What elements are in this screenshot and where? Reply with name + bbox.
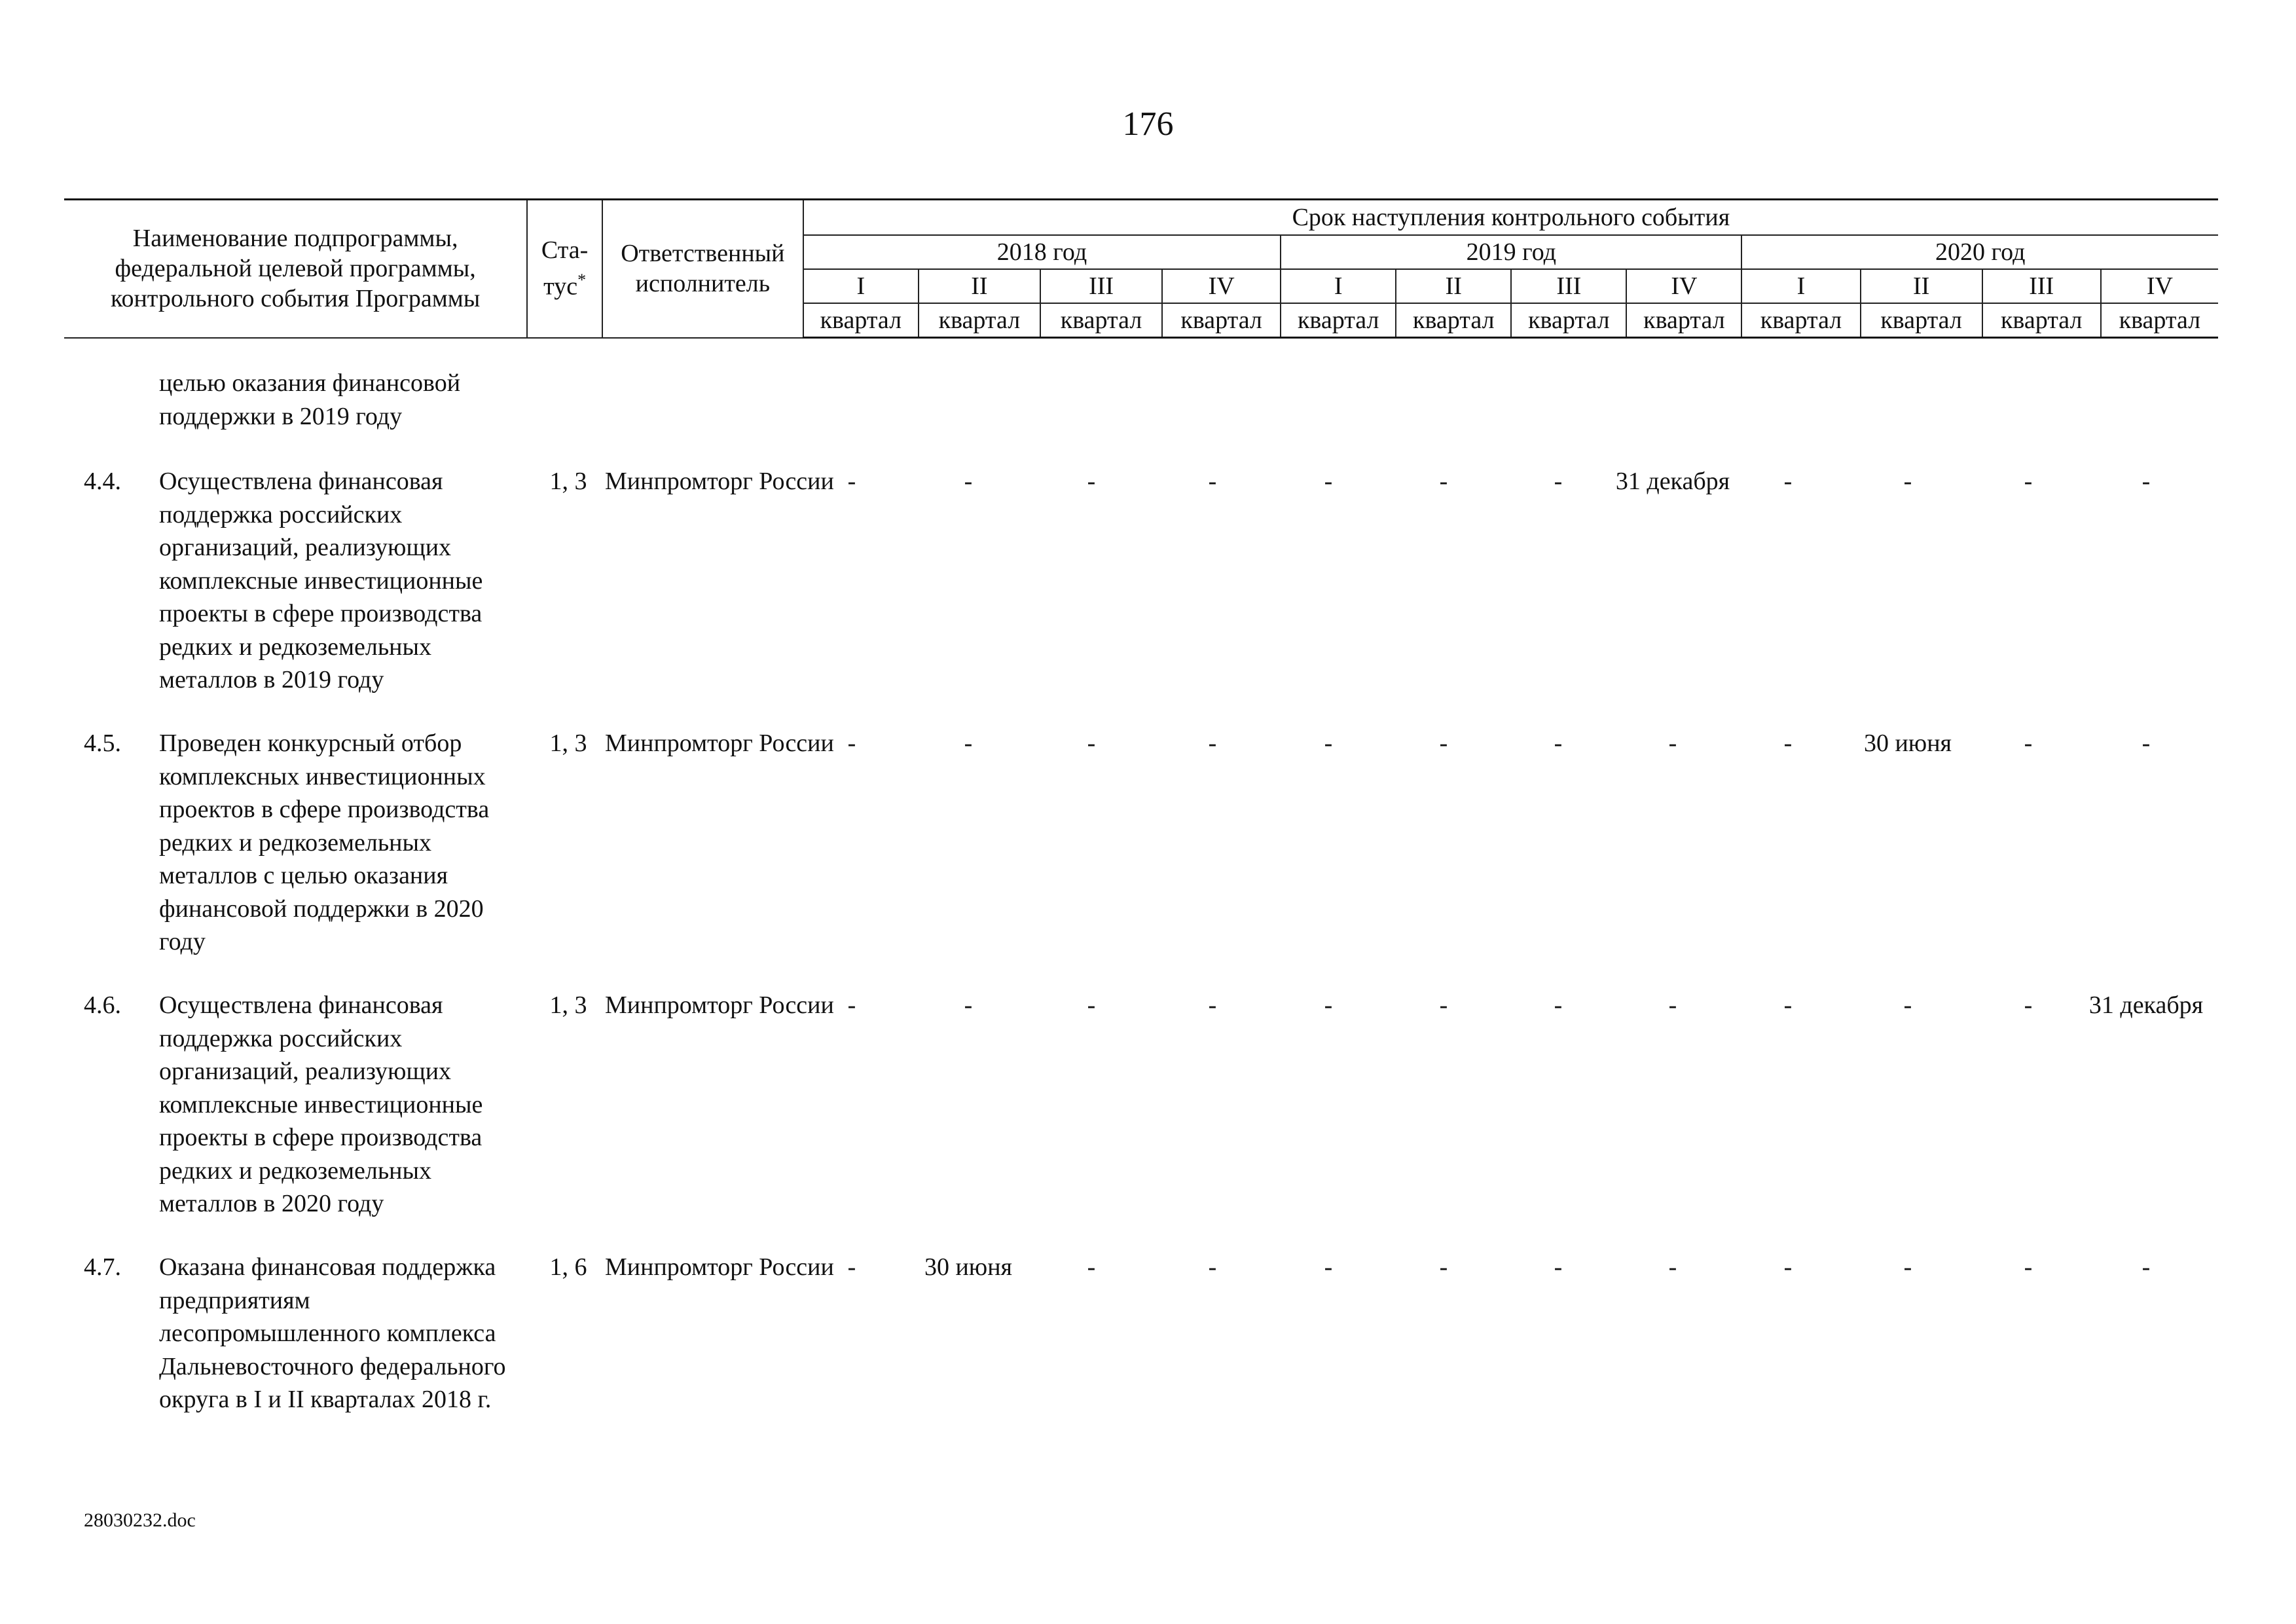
row-quarter-value: - (1554, 991, 1563, 1019)
page-number: 176 (1122, 105, 1174, 143)
header-quarter-word: квартал (919, 303, 1040, 338)
header-quarter-word: квартал (1626, 303, 1741, 338)
row-quarter-value: - (1324, 991, 1333, 1019)
row-executor: Минпромторг России (605, 729, 834, 757)
header-quarter-word: квартал (1741, 303, 1860, 338)
row-event-name: Осуществлена финансовая поддержка российских организаций, реализующих комплексные инвестиционные проекты в сфере производства редких и редкоземельных металлов в 2020 году (159, 991, 483, 1217)
header-executor-col: Ответственный исполнитель (602, 200, 803, 338)
row-quarter-value: - (1783, 729, 1793, 757)
row-quarter-value: - (1087, 991, 1096, 1019)
header-quarter-numeral: I (1741, 269, 1860, 303)
header-quarter-word: квартал (1281, 303, 1396, 338)
row-event-name: Осуществлена финансовая поддержка российских организаций, реализующих комплексные инвестиционные проекты в сфере производства редких и редкоземельных металлов в 2019 году (159, 468, 483, 693)
header-quarter-numeral: III (1511, 269, 1626, 303)
row-quarter-value: - (964, 729, 973, 757)
header-quarter-numeral: III (1982, 269, 2101, 303)
row-quarter-value: - (1783, 991, 1793, 1019)
row-number: 4.5. (84, 729, 121, 757)
row-status: 1, 6 (549, 1253, 587, 1281)
row-quarter-value: - (2024, 729, 2033, 757)
row-quarter-value: - (964, 468, 973, 495)
row-quarter-value: - (2024, 468, 2033, 495)
header-quarter-numeral: II (919, 269, 1040, 303)
header-status-col (527, 200, 602, 338)
header-quarter-numeral: II (1861, 269, 1982, 303)
row-quarter-value: - (1208, 1253, 1217, 1281)
row-quarter-value: - (847, 1253, 856, 1281)
row-quarter-value: - (1554, 729, 1563, 757)
row-quarter-value: - (1439, 991, 1448, 1019)
row-quarter-value: - (1208, 729, 1217, 757)
row-quarter-value: - (1668, 1253, 1677, 1281)
row-quarter-value: - (1087, 468, 1096, 495)
row-quarter-value: - (1208, 991, 1217, 1019)
header-quarter-word: квартал (1511, 303, 1626, 338)
row-quarter-value: 30 июня (924, 1253, 1013, 1281)
continuation-name: целью оказания финансовой поддержки в 2019 году (159, 369, 461, 430)
header-status-mark: * (577, 270, 587, 290)
footer-file-name: 28030232.doc (84, 1509, 196, 1531)
row-quarter-value: - (1668, 729, 1677, 757)
row-number: 4.7. (84, 1253, 121, 1281)
header-quarter-word: квартал (803, 303, 919, 338)
row-quarter-value: - (1208, 468, 1217, 495)
row-status: 1, 3 (549, 991, 587, 1019)
row-quarter-value: - (1439, 468, 1448, 495)
row-executor: Минпромторг России (605, 1253, 834, 1281)
row-quarter-value: - (1439, 1253, 1448, 1281)
row-quarter-value: - (1554, 1253, 1563, 1281)
row-event-name: Оказана финансовая поддержка предприятиям лесопромышленного комплекса Дальневосточного федерального округа в I и II кварталах 2018 г. (159, 1253, 506, 1413)
row-quarter-value: - (2141, 1253, 2151, 1281)
header-quarter-word: квартал (1861, 303, 1982, 338)
row-quarter-value: - (1903, 468, 1912, 495)
header-quarter-numeral: IV (2101, 269, 2218, 303)
header-year-2020: 2020 год (1741, 235, 2218, 269)
header-quarter-word: квартал (1040, 303, 1162, 338)
row-quarter-value: - (847, 991, 856, 1019)
row-quarter-value: - (1087, 729, 1096, 757)
header-status-label: Ста-тус (541, 236, 589, 301)
header-deadline-title: Срок наступления контрольного события (803, 200, 2218, 236)
row-executor: Минпромторг России (605, 991, 834, 1019)
row-quarter-value: 31 декабря (1615, 468, 1730, 495)
row-quarter-value: - (2024, 1253, 2033, 1281)
table-header (64, 198, 2218, 339)
header-quarter-word: квартал (2101, 303, 2218, 338)
row-quarter-value: - (1783, 1253, 1793, 1281)
row-quarter-value: - (2024, 991, 2033, 1019)
row-quarter-value: - (1087, 1253, 1096, 1281)
row-quarter-value: 31 декабря (2088, 991, 2204, 1019)
header-quarter-word: квартал (1162, 303, 1281, 338)
row-quarter-value: - (1439, 729, 1448, 757)
header-quarter-numeral: II (1396, 269, 1511, 303)
row-quarter-value: - (2141, 468, 2151, 495)
header-name-col: Наименование подпрограммы, федеральной целевой программы, контрольного события Программы (64, 200, 527, 338)
row-quarter-value: - (1324, 1253, 1333, 1281)
row-event-name: Проведен конкурсный отбор комплексных инвестиционных проектов в сфере производства редких и редкоземельных металлов с целью оказания финансовой поддержки в 2020 году (159, 729, 490, 955)
row-quarter-value: - (2141, 729, 2151, 757)
header-year-2018: 2018 год (803, 235, 1281, 269)
row-number: 4.6. (84, 991, 121, 1019)
header-quarter-numeral: I (803, 269, 919, 303)
header-quarter-numeral: IV (1626, 269, 1741, 303)
header-table (64, 198, 2218, 339)
row-quarter-value: - (1903, 991, 1912, 1019)
row-quarter-value: - (847, 468, 856, 495)
row-quarter-value: - (1554, 468, 1563, 495)
row-status: 1, 3 (549, 468, 587, 495)
row-status: 1, 3 (549, 729, 587, 757)
header-year-2019: 2019 год (1281, 235, 1741, 269)
row-quarter-value: - (847, 729, 856, 757)
row-quarter-value: - (964, 991, 973, 1019)
row-quarter-value: - (1668, 991, 1677, 1019)
row-executor: Минпромторг России (605, 468, 834, 495)
row-quarter-value: - (1903, 1253, 1912, 1281)
row-quarter-value: - (1324, 729, 1333, 757)
header-quarter-numeral: IV (1162, 269, 1281, 303)
row-quarter-value: 30 июня (1863, 729, 1952, 757)
row-quarter-value: - (1324, 468, 1333, 495)
header-quarter-word: квартал (1396, 303, 1511, 338)
header-quarter-numeral: III (1040, 269, 1162, 303)
row-number: 4.4. (84, 468, 121, 495)
header-quarter-numeral: I (1281, 269, 1396, 303)
header-quarter-word: квартал (1982, 303, 2101, 338)
row-quarter-value: - (1783, 468, 1793, 495)
